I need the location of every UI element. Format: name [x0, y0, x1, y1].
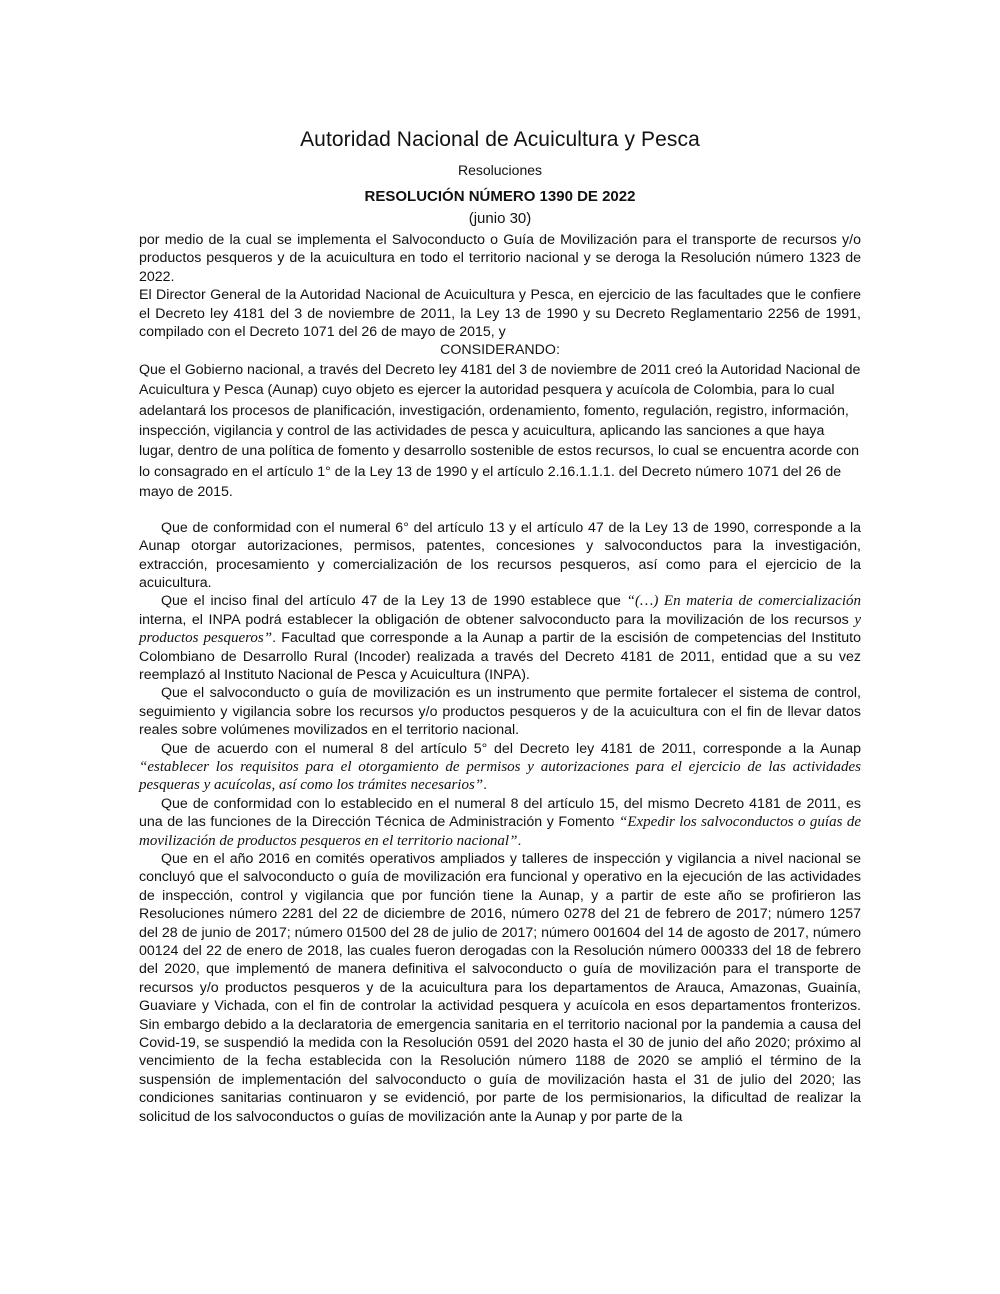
paragraph-5-text-b: .: [483, 777, 488, 794]
paragraph-gap: [139, 503, 861, 519]
paragraph-1: Que el Gobierno nacional, a través del Decreto ley 4181 del 3 de noviembre de 2011 creó la Autoridad Nacional de Acuicultura y Pesca (Aunap) cuyo objeto es ejercer la autoridad pesquera y acuícola de Colombia, para lo cual adelantará los procesos de planificación, investigación, ordenamiento, fomento, regulación, registro, información, inspección, vigilancia y control de las actividades de pesca y acuicultura, aplicando las sanciones a que haya lugar, dentro de una política de fomento y desarrollo sostenible de estos recursos, lo cual se encuentra acorde con lo consagrado en el artículo 1° de la Ley 13 de 1990 y el artículo 2.16.1.1.1. del Decreto número 1071 del 26 de mayo de 2015.: [139, 361, 861, 501]
resolution-number: RESOLUCIÓN NÚMERO 1390 DE 2022: [364, 188, 636, 205]
paragraph-3-quote-a: “(…) En materia de comercialización: [626, 593, 862, 610]
paragraph-2: Que de conformidad con el numeral 6° del artículo 13 y el artículo 47 de la Ley 13 de 1990, corresponde a la Aunap otorgar autorizaciones, permisos, patentes, concesiones y salvoconductos para la investigación, extracción, procesamiento y comercialización de los recursos pesqueros, así como para el ejercicio de la acuicultura.: [139, 519, 861, 591]
paragraph-6: [139, 795, 861, 850]
paragraph-3-text-a: Que el inciso final del artículo 47 de la Ley 13 de 1990 establece que: [161, 593, 627, 610]
paragraph-3: [139, 592, 861, 684]
paragraph-6-quote: “Expedir los salvoconductos o guías de movilización de productos pesqueros en el territorio nacional”: [139, 814, 862, 849]
paragraph-6-text-b: .: [517, 832, 522, 849]
document-body: [139, 231, 861, 1126]
paragraph-6-text-a: Que de conformidad con lo establecido en el numeral 8 del artículo 15, del mismo Decreto 4181 de 2011, es una de las funciones de la Dirección Técnica de Administración y Fomento: [139, 795, 861, 831]
paragraph-5-text-a: Que de acuerdo con el numeral 8 del artículo 5° del Decreto ley 4181 de 2011, corresponde a la Aunap: [161, 740, 861, 757]
paragraph-5-quote: “establecer los requisitos para el otorgamiento de permisos y autorizaciones para el ejercicio de las actividades pesqueras y acuícolas, así como los trámites necesarios”: [139, 758, 861, 794]
summary-paragraph: por medio de la cual se implementa el Salvoconducto o Guía de Movilización para el transporte de recursos y/o productos pesqueros y de la acuicultura en todo el territorio nacional y se deroga la Resolución número 1323 de 2022.: [139, 232, 861, 285]
preamble-paragraph: El Director General de la Autoridad Nacional de Acuicultura y Pesca, en ejercicio de las facultades que le confiere el Decreto ley 4181 del 3 de noviembre de 2011, la Ley 13 de 1990 y su Decreto Reglamentario 2256 de 1991, compilado con el Decreto 1071 del 26 de mayo de 2015, y: [139, 287, 861, 341]
considerando-heading: CONSIDERANDO:: [440, 342, 560, 359]
paragraph-3-text-c: . Facultad que corresponde a la Aunap a partir de la escisión de competencias del Instituto Colombiano de Desarrollo Rural (Incoder) realizada a través del Decreto 4181 de 2011, entidad que a su vez reemplazó al Instituto Nacional de Pesca y Acuicultura (INPA).: [139, 630, 861, 683]
paragraph-3-text-b: interna, el INPA podrá establecer la obligación de obtener salvoconducto para la movilización de los recursos: [139, 611, 855, 628]
section-name: Resoluciones: [457, 162, 543, 178]
resolution-date: (junio 30): [468, 210, 532, 227]
paragraph-3-quote-b: y productos pesqueros”: [139, 611, 861, 647]
paragraph-7: Que en el año 2016 en comités operativos ampliados y talleres de inspección y vigilancia a nivel nacional se concluyó que el salvoconducto o guía de movilización era funcional y operativo en la ejecución de las actividades de inspección, control y vigilancia que por función tiene la Aunap, y a partir de este año se profirieron las Resoluciones número 2281 del 22 de diciembre de 2016, número 0278 del 21 de febrero de 2017; número 1257 del 28 de junio de 2017; número 01500 del 28 de julio de 2017; número 001604 del 14 de agosto de 2017, número 00124 del 22 de enero de 2018, las cuales fueron derogadas con la Resolución número 000333 del 18 de febrero del 2020, que implementó de manera definitiva el salvoconducto o guía de movilización para el transporte de recursos y/o productos pesqueros y de la acuicultura para los departamentos de Arauca, Amazonas, Guainía, Guaviare y Vichada, con el fin de controlar la actividad pesquera y acuícola en esos departamentos fronterizos. Sin embargo debido a la declaratoria de emergencia sanitaria en el territorio nacional por la pandemia a causa del Covid-19, se suspendió la medida con la Resolución 0591 del 2020 hasta el 30 de junio del año 2020; próximo al vencimiento de la fecha establecida con la Resolución número 1188 de 2020 se amplió el término de la suspensión de implementación del salvoconducto o guía de movilización hasta el 31 de julio del 2020; las condiciones sanitarias continuaron y se evidenció, por parte de los permisionarios, la dificultad de realizar la solicitud de los salvoconductos o guías de movilización ante la Aunap y por parte de la: [139, 851, 861, 1125]
organization-title: Autoridad Nacional de Acuicultura y Pesca: [300, 128, 700, 151]
paragraph-5: [139, 740, 861, 795]
paragraph-4: Que el salvoconducto o guía de movilización es un instrumento que permite fortalecer el sistema de control, seguimiento y vigilancia sobre los recursos y/o productos pesqueros y de la acuicultura con el fin de llevar datos reales sobre volúmenes movilizados en el territorio nacional.: [139, 685, 861, 739]
